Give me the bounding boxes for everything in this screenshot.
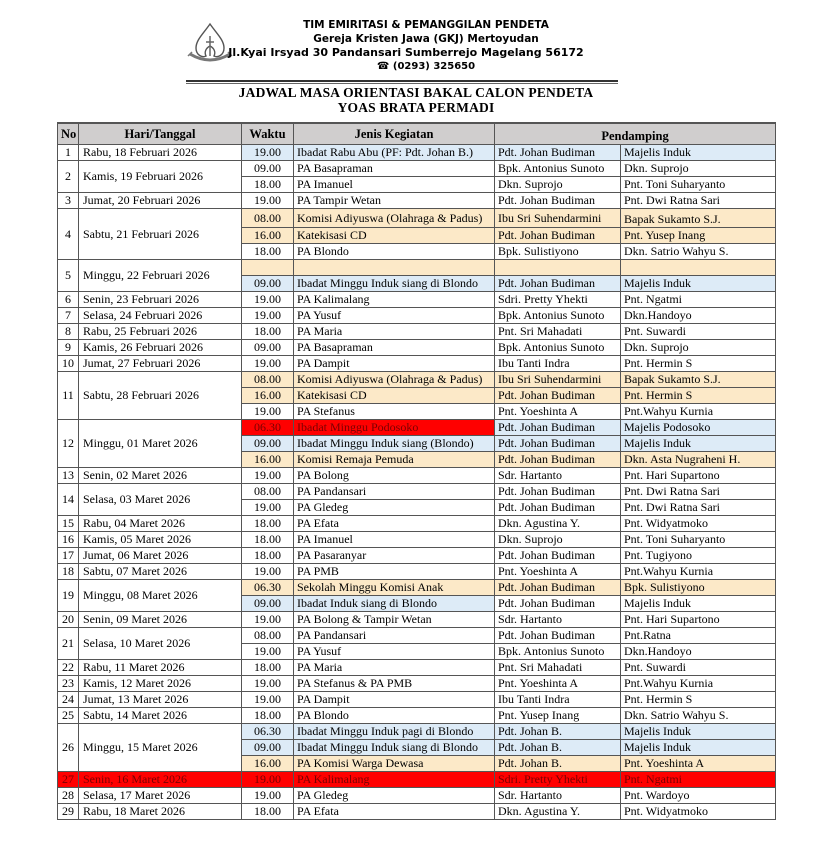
cell-companion-1: Pnt. Sri Mahadati: [495, 660, 621, 676]
cell-time: 16.00: [242, 388, 294, 404]
cell-companion-2: Majelis Induk: [621, 740, 776, 756]
cell-activity: PA Imanuel: [294, 177, 495, 193]
cell-companion-2: Dkn. Suprojo: [621, 340, 776, 356]
cell-activity: PA Gledeg: [294, 788, 495, 804]
cell-activity: PA Komisi Warga Dewasa: [294, 756, 495, 772]
cell-companion-2: Dkn. Satrio Wahyu S.: [621, 708, 776, 724]
cell-time: 08.00: [242, 628, 294, 644]
table-row: [58, 612, 776, 628]
cell-activity: Komisi Adiyuswa (Olahraga & Padus): [294, 209, 495, 228]
cell-day: Sabtu, 14 Maret 2026: [79, 708, 242, 724]
cell-companion-2: Pnt. Hermin S: [621, 388, 776, 404]
cell-activity: PA Bolong: [294, 468, 495, 484]
phone-icon: ☎: [376, 61, 390, 72]
cell-companion-2: Dkn.Handoyo: [621, 644, 776, 660]
cell-day: Rabu, 04 Maret 2026: [79, 516, 242, 532]
cell-time: 19.00: [242, 564, 294, 580]
cell-time: 09.00: [242, 276, 294, 292]
cell-no: 20: [58, 612, 79, 628]
cell-companion-2: Dkn. Asta Nugraheni H.: [621, 452, 776, 468]
cell-companion-1: Ibu Sri Suhendarmini: [495, 372, 621, 388]
cell-day: Kamis, 26 Februari 2026: [79, 340, 242, 356]
cell-companion-1: Ibu Tanti Indra: [495, 692, 621, 708]
cell-activity: PA Blondo: [294, 708, 495, 724]
cell-activity: PA Bolong & Tampir Wetan: [294, 612, 495, 628]
cell-activity: PA Efata: [294, 804, 495, 820]
cell-companion-1: Pdt. Johan Budiman: [495, 145, 621, 161]
cell-day: Rabu, 18 Maret 2026: [79, 804, 242, 820]
cell-activity: PA Kalimalang: [294, 772, 495, 788]
cell-activity: PA Kalimalang: [294, 292, 495, 308]
cell-companion-1: Pdt. Johan Budiman: [495, 276, 621, 292]
cell-time: [242, 260, 294, 276]
table-row: [58, 340, 776, 356]
cell-companion-2: Pnt. Hari Supartono: [621, 612, 776, 628]
cell-day: Minggu, 15 Maret 2026: [79, 724, 242, 772]
cell-time: 06.30: [242, 724, 294, 740]
cell-no: 4: [58, 209, 79, 260]
cell-day: Rabu, 25 Februari 2026: [79, 324, 242, 340]
table-row: [58, 420, 776, 436]
cell-companion-1: Pdt. Johan Budiman: [495, 580, 621, 596]
cell-day: Kamis, 12 Maret 2026: [79, 676, 242, 692]
cell-companion-1: Pdt. Johan B.: [495, 756, 621, 772]
table-row: [58, 676, 776, 692]
cell-companion-2: Majelis Induk: [621, 276, 776, 292]
cell-no: 16: [58, 532, 79, 548]
cell-companion-2: Pnt. Yusep Inang: [621, 228, 776, 244]
cell-companion-1: Bpk. Antonius Sunoto: [495, 340, 621, 356]
cell-companion-2: Pnt. Toni Suharyanto: [621, 532, 776, 548]
cell-companion-2: Pnt. Dwi Ratna Sari: [621, 193, 776, 209]
cell-day: Sabtu, 21 Februari 2026: [79, 209, 242, 260]
cell-companion-1: Pnt. Yusep Inang: [495, 708, 621, 724]
cell-companion-1: Bpk. Antonius Sunoto: [495, 308, 621, 324]
cell-activity: PA Imanuel: [294, 532, 495, 548]
table-row: [58, 548, 776, 564]
cell-time: 06.30: [242, 420, 294, 436]
cell-no: 12: [58, 420, 79, 468]
cell-time: 06.30: [242, 580, 294, 596]
table-row: [58, 193, 776, 209]
cell-no: 29: [58, 804, 79, 820]
cell-time: 09.00: [242, 340, 294, 356]
cell-no: 13: [58, 468, 79, 484]
cell-companion-2: Pnt. Suwardi: [621, 660, 776, 676]
cell-time: 19.00: [242, 468, 294, 484]
cell-time: 19.00: [242, 356, 294, 372]
cell-no: 1: [58, 145, 79, 161]
cell-time: 18.00: [242, 708, 294, 724]
cell-companion-1: Sdr. Hartanto: [495, 612, 621, 628]
cell-companion-2: Majelis Induk: [621, 724, 776, 740]
cell-activity: PA Blondo: [294, 244, 495, 260]
letterhead-divider: [186, 80, 618, 84]
cell-companion-1: Pdt. Johan Budiman: [495, 628, 621, 644]
table-row: [58, 324, 776, 340]
cell-day: Sabtu, 28 Februari 2026: [79, 372, 242, 420]
table-row: [58, 628, 776, 644]
church-name: Gereja Kristen Jawa (GKJ) Mertoyudan: [313, 33, 539, 45]
letterhead: [186, 18, 606, 80]
table-row: [58, 580, 776, 596]
table-row: [58, 660, 776, 676]
cell-activity: PA PMB: [294, 564, 495, 580]
cell-activity: PA Maria: [294, 324, 495, 340]
cell-companion-1: Pdt. Johan Budiman: [495, 228, 621, 244]
cell-companion-2: Pnt. Tugiyono: [621, 548, 776, 564]
cell-companion-2: Dkn. Suprojo: [621, 161, 776, 177]
table-row: [58, 356, 776, 372]
cell-activity: PA Pandansari: [294, 484, 495, 500]
cell-no: 8: [58, 324, 79, 340]
cell-time: 19.00: [242, 612, 294, 628]
cell-companion-2: Pnt. Ngatmi: [621, 772, 776, 788]
cell-companion-2: Pnt. Hermin S: [621, 356, 776, 372]
cell-activity: PA Maria: [294, 660, 495, 676]
header-activity: Jenis Kegiatan: [294, 123, 495, 145]
cell-time: 19.00: [242, 193, 294, 209]
cell-day: Rabu, 11 Maret 2026: [79, 660, 242, 676]
cell-no: 23: [58, 676, 79, 692]
cell-companion-1: Pdt. Johan Budiman: [495, 548, 621, 564]
cell-day: Senin, 02 Maret 2026: [79, 468, 242, 484]
cell-activity: PA Stefanus: [294, 404, 495, 420]
cell-day: Jumat, 27 Februari 2026: [79, 356, 242, 372]
cell-no: 11: [58, 372, 79, 420]
table-row: [58, 468, 776, 484]
cell-time: 19.00: [242, 772, 294, 788]
cell-companion-2: Majelis Induk: [621, 145, 776, 161]
cell-no: 6: [58, 292, 79, 308]
cell-companion-1: Bpk. Sulistiyono: [495, 244, 621, 260]
cell-companion-1: Sdr. Hartanto: [495, 788, 621, 804]
cell-no: 10: [58, 356, 79, 372]
phone-line: [236, 60, 616, 74]
cell-companion-2: Dkn.Handoyo: [621, 308, 776, 324]
cell-day: Minggu, 22 Februari 2026: [79, 260, 242, 292]
cell-time: 16.00: [242, 756, 294, 772]
document-subtitle: YOAS BRATA PERMADI: [337, 100, 495, 115]
cell-no: 27: [58, 772, 79, 788]
cell-activity: Ibadat Minggu Induk siang di Blondo: [294, 276, 495, 292]
cell-no: 28: [58, 788, 79, 804]
cell-day: Minggu, 01 Maret 2026: [79, 420, 242, 468]
table-row: [58, 484, 776, 500]
cell-companion-1: Pnt. Yoeshinta A: [495, 676, 621, 692]
table-row: [58, 772, 776, 788]
cell-companion-1: [495, 260, 621, 276]
cell-companion-1: Bpk. Antonius Sunoto: [495, 161, 621, 177]
cell-no: 14: [58, 484, 79, 516]
cell-activity: PA Stefanus & PA PMB: [294, 676, 495, 692]
organization-name: TIM EMIRITASI & PEMANGGILAN PENDETA: [303, 19, 549, 31]
cell-no: 22: [58, 660, 79, 676]
cell-no: 19: [58, 580, 79, 612]
cell-companion-2: Pnt.Ratna: [621, 628, 776, 644]
cell-companion-2: [621, 260, 776, 276]
cell-no: 5: [58, 260, 79, 292]
cell-day: Kamis, 05 Maret 2026: [79, 532, 242, 548]
cell-time: 19.00: [242, 644, 294, 660]
table-row: [58, 532, 776, 548]
cell-companion-1: Sdri. Pretty Yhekti: [495, 292, 621, 308]
cell-companion-2: Bapak Sukamto S.J.: [621, 209, 776, 228]
cell-time: 16.00: [242, 228, 294, 244]
table-row: [58, 788, 776, 804]
table-row: [58, 372, 776, 388]
cell-activity: Komisi Adiyuswa (Olahraga & Padus): [294, 372, 495, 388]
document-title: JADWAL MASA ORIENTASI BAKAL CALON PENDETA: [238, 85, 594, 100]
cell-activity: Katekisasi CD: [294, 228, 495, 244]
cell-no: 26: [58, 724, 79, 772]
cell-activity: PA Gledeg: [294, 500, 495, 516]
cell-companion-1: Dkn. Agustina Y.: [495, 804, 621, 820]
cell-day: Rabu, 18 Februari 2026: [79, 145, 242, 161]
cell-activity: PA Tampir Wetan: [294, 193, 495, 209]
cell-companion-2: Pnt. Toni Suharyanto: [621, 177, 776, 193]
cell-no: 24: [58, 692, 79, 708]
cell-time: 18.00: [242, 177, 294, 193]
table-row: [58, 260, 776, 276]
cell-companion-1: Pnt. Sri Mahadati: [495, 324, 621, 340]
cell-activity: PA Basapraman: [294, 161, 495, 177]
cell-no: 7: [58, 308, 79, 324]
cell-companion-2: Bpk. Sulistiyono: [621, 580, 776, 596]
cell-day: Selasa, 24 Februari 2026: [79, 308, 242, 324]
table-row: [58, 692, 776, 708]
cell-time: 18.00: [242, 324, 294, 340]
cell-companion-2: Pnt. Hari Supartono: [621, 468, 776, 484]
cell-companion-1: Pdt. Johan Budiman: [495, 596, 621, 612]
header-time: Waktu: [242, 123, 294, 145]
cell-companion-1: Sdr. Hartanto: [495, 468, 621, 484]
cell-companion-2: Pnt. Hermin S: [621, 692, 776, 708]
cell-time: 18.00: [242, 244, 294, 260]
cell-activity: [294, 260, 495, 276]
cell-companion-2: Pnt.Wahyu Kurnia: [621, 404, 776, 420]
table-row: [58, 161, 776, 177]
cell-time: 19.00: [242, 145, 294, 161]
cell-activity: PA Dampit: [294, 692, 495, 708]
cell-day: Selasa, 03 Maret 2026: [79, 484, 242, 516]
cell-companion-1: Pdt. Johan Budiman: [495, 388, 621, 404]
cell-time: 19.00: [242, 788, 294, 804]
cell-day: Jumat, 20 Februari 2026: [79, 193, 242, 209]
cell-day: Sabtu, 07 Maret 2026: [79, 564, 242, 580]
cell-activity: PA Efata: [294, 516, 495, 532]
cell-day: Selasa, 17 Maret 2026: [79, 788, 242, 804]
header-no: No: [58, 123, 79, 145]
cell-no: 21: [58, 628, 79, 660]
cell-companion-2: Majelis Induk: [621, 596, 776, 612]
cell-day: Minggu, 08 Maret 2026: [79, 580, 242, 612]
cell-activity: Katekisasi CD: [294, 388, 495, 404]
cell-companion-1: Pdt. Johan B.: [495, 724, 621, 740]
cell-day: Jumat, 13 Maret 2026: [79, 692, 242, 708]
table-row: [58, 292, 776, 308]
cell-activity: PA Pasaranyar: [294, 548, 495, 564]
cell-companion-2: Pnt. Dwi Ratna Sari: [621, 500, 776, 516]
cell-no: 9: [58, 340, 79, 356]
cell-companion-1: Pdt. Johan Budiman: [495, 452, 621, 468]
table-row: [58, 564, 776, 580]
cell-day: Selasa, 10 Maret 2026: [79, 628, 242, 660]
cell-companion-1: Pdt. Johan Budiman: [495, 193, 621, 209]
cell-time: 19.00: [242, 404, 294, 420]
cell-companion-2: Pnt. Dwi Ratna Sari: [621, 484, 776, 500]
cell-companion-2: Pnt.Wahyu Kurnia: [621, 564, 776, 580]
cell-companion-2: Pnt. Widyatmoko: [621, 516, 776, 532]
cell-time: 09.00: [242, 161, 294, 177]
cell-day: Senin, 23 Februari 2026: [79, 292, 242, 308]
cell-time: 09.00: [242, 740, 294, 756]
cell-activity: Ibadat Minggu Induk pagi di Blondo: [294, 724, 495, 740]
schedule-table: [57, 122, 776, 820]
cell-activity: Sekolah Minggu Komisi Anak: [294, 580, 495, 596]
cell-activity: PA Pandansari: [294, 628, 495, 644]
address: Jl.Kyai Irsyad 30 Pandansari Sumberrejo Magelang 56172: [228, 46, 584, 59]
cell-companion-2: Pnt. Widyatmoko: [621, 804, 776, 820]
table-header-row: [58, 123, 776, 145]
table-row: [58, 708, 776, 724]
cell-time: 09.00: [242, 436, 294, 452]
table-row: [58, 145, 776, 161]
cell-activity: Komisi Remaja Pemuda: [294, 452, 495, 468]
cell-companion-1: Dkn. Suprojo: [495, 532, 621, 548]
cell-activity: Ibadat Induk siang di Blondo: [294, 596, 495, 612]
cell-companion-2: Bapak Sukamto S.J.: [621, 372, 776, 388]
cell-companion-2: Dkn. Satrio Wahyu S.: [621, 244, 776, 260]
cell-activity: Ibadat Minggu Induk siang (Blondo): [294, 436, 495, 452]
cell-companion-2: Pnt.Wahyu Kurnia: [621, 676, 776, 692]
cell-companion-1: Pdt. Johan Budiman: [495, 500, 621, 516]
cell-companion-2: Pnt. Yoeshinta A: [621, 756, 776, 772]
cell-companion-1: Pdt. Johan Budiman: [495, 484, 621, 500]
cell-companion-1: Pdt. Johan Budiman: [495, 420, 621, 436]
cell-time: 19.00: [242, 292, 294, 308]
cell-companion-1: Pnt. Yoeshinta A: [495, 564, 621, 580]
table-row: [58, 724, 776, 740]
cell-companion-1: Dkn. Suprojo: [495, 177, 621, 193]
cell-activity: PA Basapraman: [294, 340, 495, 356]
cell-time: 18.00: [242, 548, 294, 564]
cell-time: 08.00: [242, 372, 294, 388]
cell-time: 09.00: [242, 596, 294, 612]
cell-no: 3: [58, 193, 79, 209]
cell-day: Senin, 16 Maret 2026: [79, 772, 242, 788]
cell-time: 18.00: [242, 804, 294, 820]
cell-activity: Ibadat Rabu Abu (PF: Pdt. Johan B.): [294, 145, 495, 161]
cell-activity: Ibadat Minggu Podosoko: [294, 420, 495, 436]
cell-companion-1: Ibu Tanti Indra: [495, 356, 621, 372]
cell-companion-1: Pdt. Johan Budiman: [495, 436, 621, 452]
cell-time: 18.00: [242, 532, 294, 548]
table-row: [58, 209, 776, 228]
schedule-body: [58, 145, 776, 820]
cell-companion-1: Bpk. Antonius Sunoto: [495, 644, 621, 660]
cell-companion-2: Pnt. Ngatmi: [621, 292, 776, 308]
cell-day: Jumat, 06 Maret 2026: [79, 548, 242, 564]
cell-time: 19.00: [242, 500, 294, 516]
cell-time: 08.00: [242, 484, 294, 500]
cell-time: 18.00: [242, 516, 294, 532]
cell-companion-1: Dkn. Agustina Y.: [495, 516, 621, 532]
cell-companion-2: Majelis Podosoko: [621, 420, 776, 436]
cell-time: 19.00: [242, 308, 294, 324]
cell-companion-1: Sdri. Pretty Yhekti: [495, 772, 621, 788]
cell-companion-1: Pnt. Yoeshinta A: [495, 404, 621, 420]
cell-no: 17: [58, 548, 79, 564]
cell-companion-2: Pnt. Wardoyo: [621, 788, 776, 804]
cell-no: 18: [58, 564, 79, 580]
cell-activity: PA Dampit: [294, 356, 495, 372]
cell-no: 25: [58, 708, 79, 724]
table-row: [58, 804, 776, 820]
cell-companion-2: Majelis Induk: [621, 436, 776, 452]
cell-companion-1: Ibu Sri Suhendarmini: [495, 209, 621, 228]
cell-time: 19.00: [242, 692, 294, 708]
cell-no: 15: [58, 516, 79, 532]
cell-day: Senin, 09 Maret 2026: [79, 612, 242, 628]
cell-activity: Ibadat Minggu Induk siang di Blondo: [294, 740, 495, 756]
cell-no: 2: [58, 161, 79, 193]
table-row: [58, 516, 776, 532]
cell-time: 08.00: [242, 209, 294, 228]
cell-time: 19.00: [242, 676, 294, 692]
cell-time: 16.00: [242, 452, 294, 468]
cell-time: 18.00: [242, 660, 294, 676]
header-day: Hari/Tanggal: [79, 123, 242, 145]
cell-activity: PA Yusuf: [294, 644, 495, 660]
cell-companion-2: Pnt. Suwardi: [621, 324, 776, 340]
phone-number: (0293) 325650: [392, 61, 476, 72]
header-companion: Pendamping: [495, 123, 776, 145]
cell-companion-1: Pdt. Johan B.: [495, 740, 621, 756]
cell-activity: PA Yusuf: [294, 308, 495, 324]
cell-day: Kamis, 19 Februari 2026: [79, 161, 242, 193]
table-row: [58, 308, 776, 324]
